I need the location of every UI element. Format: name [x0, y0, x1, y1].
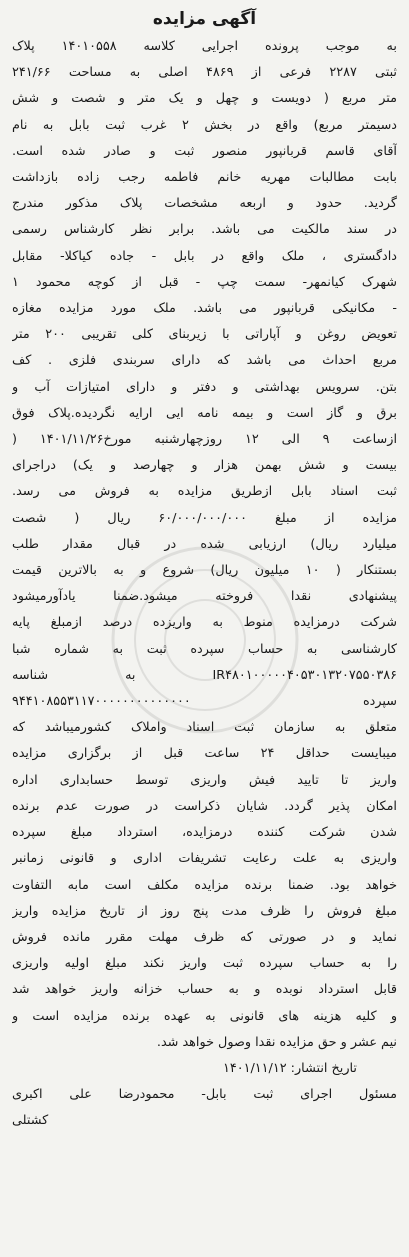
notice-body	[12, 34, 397, 1056]
notice-line: متر مربع ( دویست و چهل و یک متر و شصت و شش	[12, 91, 397, 107]
signature-line-2: کشتلی	[12, 1113, 49, 1129]
notice-line: میلیارد ریال) ارزیابی شده در قبال مقدار طلب	[12, 536, 397, 552]
notice-line: نیم عشر و حق مزایده نقدا وصول خواهد شد.	[156, 1034, 397, 1050]
notice-line: برق و گاز است و بیمه نامه ایی ارایه نگردیده.پلاک فوق	[12, 405, 397, 421]
notice-line: گردید. حدود و اربعه مشخصات پلاک مذکور مندرج	[12, 196, 397, 212]
notice-line: قابل استرداد نوبده و به حساب خزانه واریز خواهد شد	[12, 982, 397, 998]
notice-line: مبلغ فروش را ظرف مدت پنج روز از تاریخ مزایده واریز	[12, 903, 397, 919]
notice-line: شهرک کیانمهر- سمت چپ - قبل از کوچه محمود ۱	[12, 274, 397, 290]
notice-line: متعلق به سازمان ثبت اسناد واملاک کشورمیباشد که	[12, 720, 397, 736]
notice-line: بابت مطالبات مهریه خانم فاطمه رجب زاده بازداشت	[12, 170, 397, 186]
notice-line: IR۴۸۰۱۰۰۰۰۰۴۰۵۳۰۱۳۲۰۷۵۵۰۳۸۶ به شناسه	[12, 667, 397, 683]
notice-line: ثبتی ۲۲۸۷ فرعی از ۴۸۶۹ اصلی به مساحت ۲۴۱/۶۶	[12, 65, 397, 81]
notice-line: ازساعت ۹ الی ۱۲ روزچهارشنبه مورخ۱۴۰۱/۱۱/۲۶ (	[12, 432, 397, 448]
notice-line: کارشناسی به حساب سپرده ثبت به شماره شبا	[12, 641, 397, 657]
notice-line: دسیمتر مربع) واقع در بخش ۲ غرب ثبت بابل به نام	[12, 117, 397, 133]
notice-line: واریز تا تایید فیش واریزی توسط حسابداری اداره	[12, 772, 397, 788]
notice-line: ثبت اسناد بابل ازطریق مزایده به فروش می رسد.	[12, 484, 397, 500]
notice-line: شرکت درمزایده منوط به واریزده درصد ازمبلغ پایه	[12, 615, 397, 631]
notice-title: آگهی مزایده	[152, 9, 257, 29]
notice-line: امکان پذیر گردد. شایان ذکراست در صورت عدم برنده	[12, 798, 397, 814]
notice-line: به موجب پرونده اجرایی کلاسه ۱۴۰۱۰۵۵۸ پلاک	[12, 39, 397, 54]
notice-line: آقای قاسم قربانپور منصور ثبت و صادر شده است.	[12, 143, 397, 159]
notice-line: - مکانیکی قربانپور می باشد. ملک مورد مزایده مغازه	[12, 301, 397, 317]
notice-line: بستنکار ( ۱۰ میلیون ریال) شروع و به بالاترین قیمت	[12, 563, 397, 579]
notice-line: نماید و در صورتی که ظرف مهلت مقرر مانده فروش	[12, 929, 397, 945]
notice-line: میبایست حداقل ۲۴ ساعت قبل از برگزاری مزایده	[12, 746, 397, 762]
notice-line: شدن شرکت کننده درمزایده، استرداد مبلغ سپرده	[12, 825, 397, 841]
notice-line: در سند مالکیت می باشد. برابر نظر کارشناس رسمی	[12, 222, 397, 238]
notice-line: و کلیه هزینه های قانونی به عهده برنده مزایده است و	[12, 1008, 397, 1024]
notice-line: دادگستری ، ملک واقع در بابل - جاده کیاکلا- مقابل	[12, 248, 397, 264]
notice-line: را به حساب سپرده ثبت واریز نکند مبلغ اولیه واریزی	[12, 956, 397, 972]
signature-line: مسئول اجرای ثبت بابل- محمودرضا علی اکبری	[12, 1087, 397, 1103]
notice-line: پیشنهادی نقدا فروخته میشود.ضمنا یادآورمیشود	[12, 589, 397, 605]
notice-line: خواهد بود. ضمنا برنده مزایده مکلف است مابه التفاوت	[12, 877, 397, 893]
publish-date: تاریخ انتشار: ۱۴۰۱/۱۱/۱۲	[222, 1060, 357, 1076]
notice-line: مزایده از مبلغ ۶۰/۰۰۰/۰۰۰/۰۰۰ ریال ( شصت	[12, 510, 397, 526]
notice-line: مربع احداث می باشد که دارای سربندی فلزی . کف	[12, 353, 397, 369]
notice-line: بتن. سرویس بهداشتی و دفتر و دارای امتیازات آب و	[12, 379, 397, 395]
notice-line: تعویض روغن و آپاراتی با زیربنای کلی تقریبی ۲۰۰ متر	[12, 327, 397, 343]
notice-line: واریزی به علت رعایت تشریفات اداری و قانونی زمانبر	[12, 851, 397, 867]
notice-line: سپرده ۹۴۴۱۰۸۵۵۳۱۱۷۰۰۰۰۰۰۰۰۰۰۰۰۰۰	[12, 694, 397, 710]
notice-line: بیست و شش بهمن هزار و چهارصد و یک) دراجرای	[12, 458, 397, 474]
